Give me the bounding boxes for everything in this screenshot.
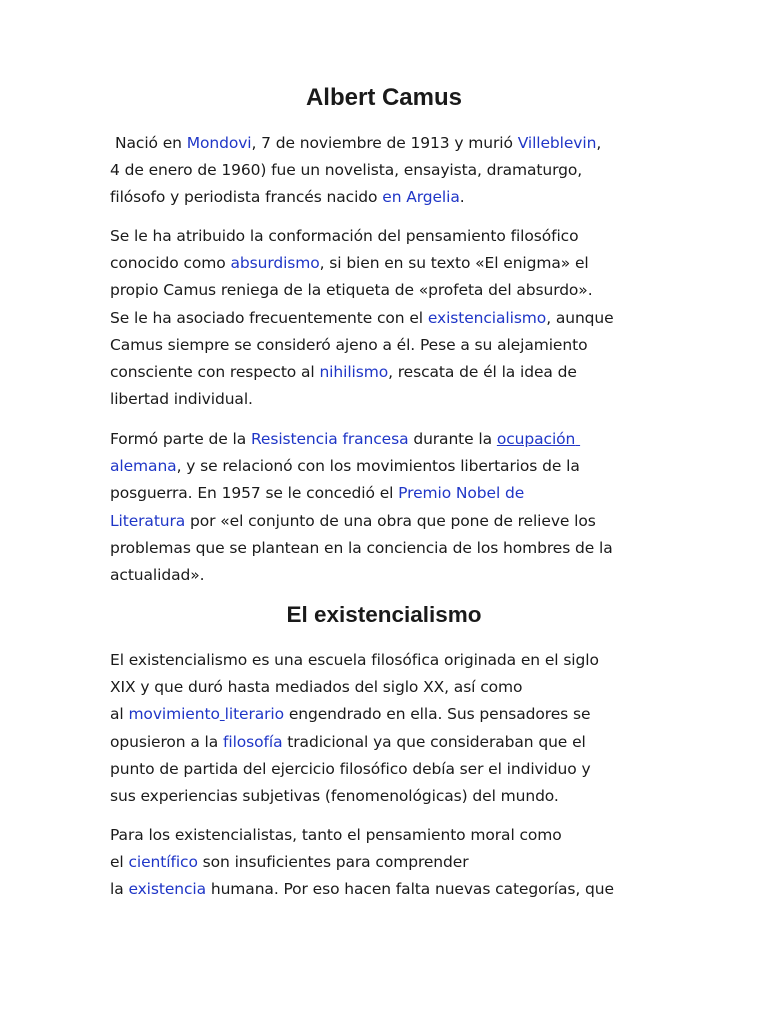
text-line: Formó parte de la Resistencia francesa durante la ocupación: [110, 426, 670, 453]
paragraph-existentialism: [110, 647, 670, 810]
text-line: punto de partida del ejercicio filosófico debía ser el individuo y: [110, 759, 591, 778]
link-existencialismo[interactable]: existencialismo: [427, 308, 547, 327]
paragraph-existentialists: [110, 822, 670, 904]
link-absurdismo[interactable]: absurdismo: [230, 254, 320, 273]
section-heading: El existencialismo: [286, 602, 482, 627]
text-line: conocido como absurdismo, si bien en su texto «El enigma» el: [110, 254, 589, 273]
text-line: propio Camus reniega de la etiqueta de «profeta del absurdo».: [110, 281, 593, 300]
text-line: la existencia humana. Por eso hacen falta nuevas categorías, que: [110, 880, 614, 899]
text-line: alemana, y se relacionó con los movimientos libertarios de la: [110, 457, 580, 476]
text-line: posguerra. En 1957 se le concedió el Premio Nobel de: [110, 484, 525, 503]
text-line: Para los existencialistas, tanto el pensamiento moral como: [110, 826, 562, 844]
text-line: libertad individual.: [110, 390, 253, 409]
link-existencia[interactable]: existencia: [128, 880, 207, 899]
text-line: problemas que se plantean en la conciencia de los hombres de la: [110, 538, 613, 557]
paragraph-absurdism: [110, 223, 670, 413]
link-alemana[interactable]: alemana: [110, 457, 177, 476]
text-line: consciente con respecto al nihilismo, rescata de él la idea de: [110, 363, 577, 382]
text-line: sus experiencias subjetivas (fenomenológicas) del mundo.: [110, 787, 559, 806]
link-literatura[interactable]: Literatura: [110, 511, 186, 530]
link-space[interactable]: [575, 430, 580, 448]
text-line: El existencialismo es una escuela filosófica originada en el siglo: [110, 651, 599, 669]
link-premio-nobel[interactable]: Premio Nobel de: [398, 484, 525, 503]
text-line: filósofo y periodista francés nacido en Argelia.: [110, 188, 465, 207]
text-line: opusieron a la filosofía tradicional ya que consideraban que el: [110, 732, 586, 751]
paragraph-intro: [110, 130, 670, 212]
text-line: el científico son insuficientes para comprender: [110, 853, 469, 872]
link-villeblevin[interactable]: Villeblevin: [517, 134, 597, 152]
link-mondovi[interactable]: Mondovi: [186, 134, 252, 152]
link-cientifico[interactable]: científico: [128, 853, 198, 872]
text-line: 4 de enero de 1960) fue un novelista, ensayista, dramaturgo,: [110, 161, 583, 180]
link-en-argelia[interactable]: en Argelia: [382, 188, 460, 207]
link-movimiento[interactable]: movimiento: [128, 705, 220, 724]
text-line: Camus siempre se consideró ajeno a él. Pese a su alejamiento: [110, 335, 588, 354]
link-literario[interactable]: literario: [224, 705, 285, 724]
text-line: Se le ha atribuido la conformación del pensamiento filosófico: [110, 227, 579, 245]
text-line: actualidad».: [110, 566, 205, 585]
paragraph-resistance: [110, 426, 670, 589]
link-resistencia-francesa[interactable]: Resistencia francesa: [250, 430, 409, 448]
text-line: XIX y que duró hasta mediados del siglo XX, así como: [110, 678, 523, 697]
text-line: al movimiento literario engendrado en ella. Sus pensadores se: [110, 705, 591, 724]
text-line: Se le ha asociado frecuentemente con el existencialismo, aunque: [110, 308, 614, 327]
link-ocupacion[interactable]: ocupación: [496, 430, 576, 448]
text-line: Nació en Mondovi, 7 de noviembre de 1913 y murió Villeblevin,: [115, 134, 602, 152]
link-filosofia[interactable]: filosofía: [223, 732, 283, 751]
link-nihilismo[interactable]: nihilismo: [319, 363, 389, 382]
page-title: Albert Camus: [305, 84, 463, 111]
text-line: Literatura por «el conjunto de una obra que pone de relieve los: [110, 511, 596, 530]
